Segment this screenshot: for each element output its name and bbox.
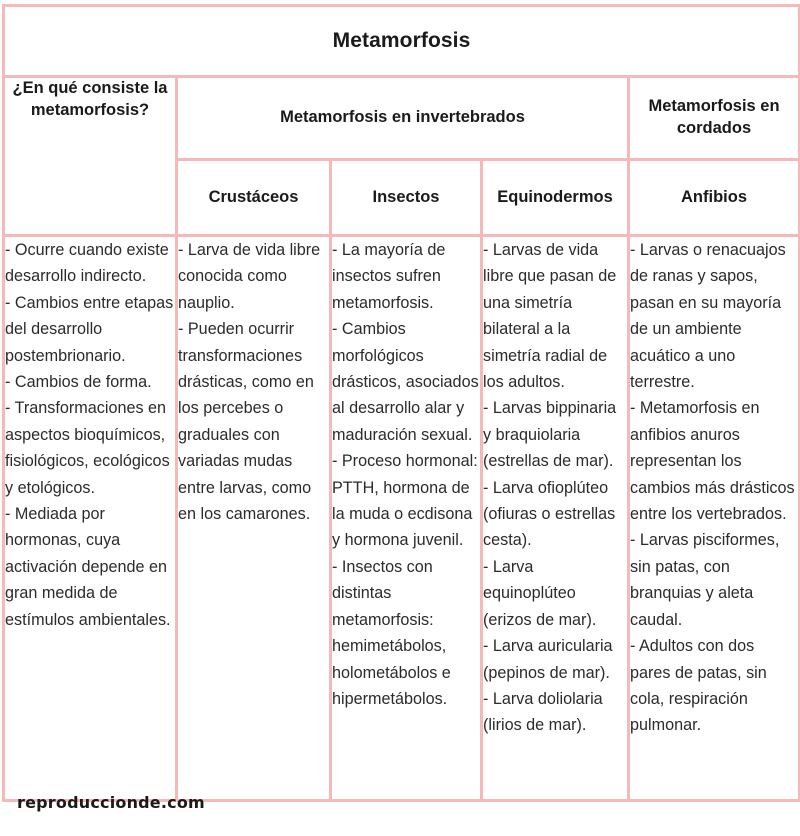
bullet-item: - Larva auricularia (pepinos de mar). (483, 637, 613, 682)
header-invertebrados: Metamorfosis en invertebrados (177, 77, 629, 160)
bullet-item: - Insectos con distintas metamorfosis: hemimetábolos, holometábolos e hipermetábolos. (332, 557, 451, 708)
cell-insectos (331, 236, 482, 801)
header-crustaceos: Crustáceos (177, 160, 331, 236)
bullet-item: - Pueden ocurrir transformaciones drásticas, como en los percebes o graduales con variadas mudas entre larvas, como en los camarones. (178, 320, 314, 524)
cell-crustaceos (177, 236, 331, 801)
bullet-item: - Metamorfosis en anfibios anuros representan los cambios más drásticos entre los vertebrados. (630, 399, 795, 524)
bullet-item: - Ocurre cuando existe desarrollo indirecto. (5, 241, 169, 286)
bullet-item: - Proceso hormonal: PTTH, hormona de la muda o ecdisona y hormona juvenil. (332, 452, 478, 550)
bullet-item: - La mayoría de insectos sufren metamorfosis. (332, 241, 446, 312)
metamorfosis-table (2, 4, 800, 802)
bullet-item: - Larva equinoplúteo (erizos de mar). (483, 557, 597, 629)
bullet-item: - Mediada por hormonas, cuya activación depende en gran medida de estímulos ambientales. (5, 505, 171, 629)
bullet-item: - Cambios de forma. (5, 373, 152, 392)
bullet-item: - Larvas de vida libre que pasan de una simetría bilateral a la simetría radial de los adultos. (483, 241, 617, 392)
bullet-item: - Adultos con dos pares de patas, sin cola, respiración pulmonar. (630, 637, 767, 735)
bullet-item: - Larva de vida libre conocida como nauplio. (178, 241, 321, 312)
bullet-item: - Cambios entre etapas del desarrollo postembrionario. (5, 293, 174, 365)
cell-anfibios (629, 236, 800, 801)
bullet-item: - Larvas pisciformes, sin patas, con branquias y aleta caudal. (630, 531, 780, 629)
table-row-body (4, 236, 800, 801)
bullet-item: - Larvas o renacuajos de ranas y sapos, pasan en su mayoría de un ambiente acuático a uno terrestre. (630, 241, 786, 392)
bullet-item: - Transformaciones en aspectos bioquímicos, fisiológicos, ecológicos y etológicos. (5, 399, 170, 497)
page-title: Metamorfosis (4, 6, 800, 77)
bullet-item: - Cambios morfológicos drásticos, asociados al desarrollo alar y maduración sexual. (332, 320, 479, 444)
header-insectos: Insectos (331, 160, 482, 236)
header-cordados: Metamorfosis en cordados (629, 77, 800, 160)
table-row-group-headers (4, 77, 800, 160)
table-row-title (4, 6, 800, 77)
header-question: ¿En qué consiste la metamorfosis? (4, 77, 177, 236)
bullet-item: - Larvas bippinaria y braquiolaria (estrellas de mar). (483, 399, 617, 471)
source-watermark: reproduccionde.com (17, 793, 205, 812)
header-anfibios: Anfibios (629, 160, 800, 236)
header-equinodermos: Equinodermos (482, 160, 629, 236)
cell-equinodermos (482, 236, 629, 801)
cell-question (4, 236, 177, 801)
bullet-item: - Larva doliolaria (lirios de mar). (483, 689, 603, 735)
bullet-item: - Larva ofioplúteo (ofiuras o estrellas cesta). (483, 478, 616, 550)
